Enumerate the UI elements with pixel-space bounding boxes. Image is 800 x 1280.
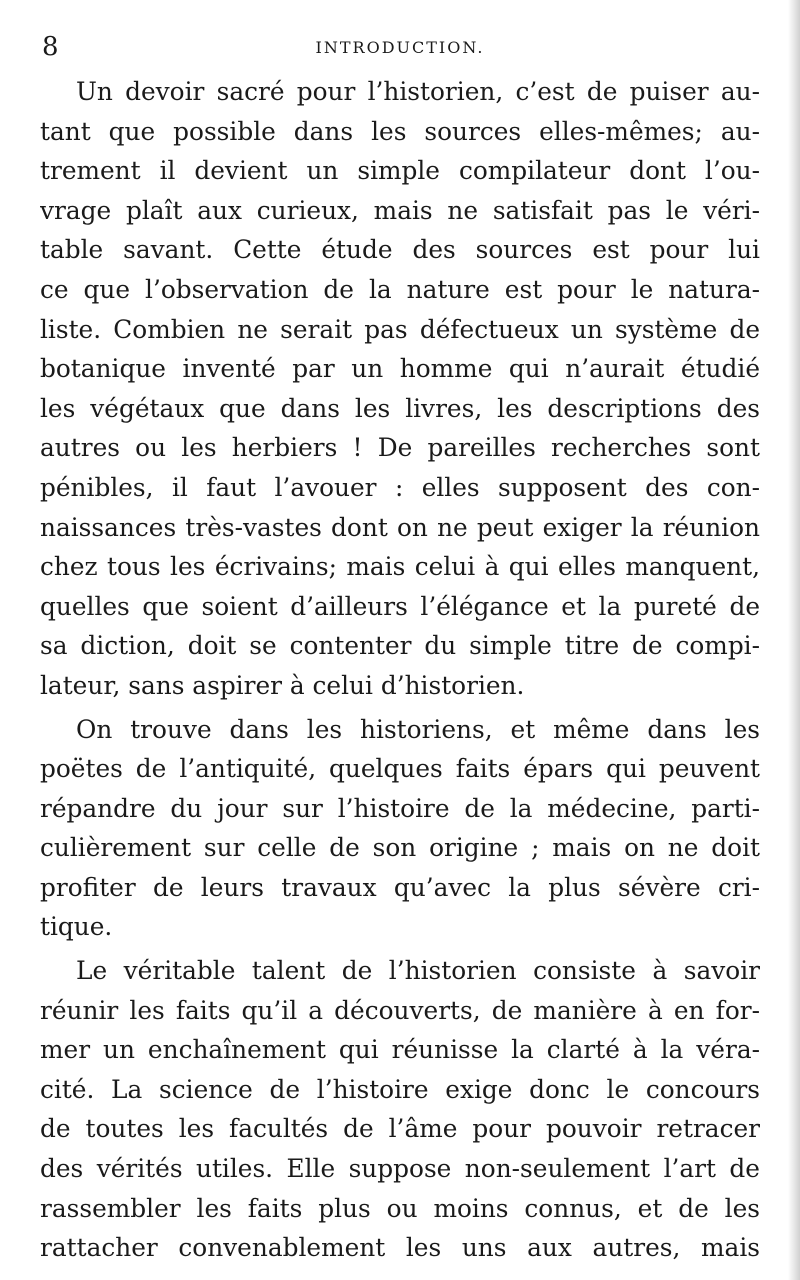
text-line: culièrement sur celle de son origine ; mais on ne doit	[40, 833, 760, 863]
text-line: botanique inventé par un homme qui n’aurait étudié	[40, 354, 760, 384]
text-line: pénibles, il faut l’avouer : elles supposent des con-	[40, 472, 760, 502]
text-line: Le véritable talent de l’historien consiste à savoir	[76, 956, 760, 986]
paragraph-3	[40, 951, 760, 1268]
text-line: naissances très-vastes dont on ne peut exiger la réunion	[40, 512, 760, 542]
text-line: table savant. Cette étude des sources est pour lui	[40, 235, 760, 265]
text-line: trement il devient un simple compilateur dont l’ou-	[40, 156, 760, 186]
text-line: poëtes de l’antiquité, quelques faits épars qui peuvent	[40, 754, 760, 784]
text-line: réunir les faits qu’il a découverts, de manière à en for-	[40, 995, 760, 1025]
page-edge-shadow	[788, 0, 800, 1280]
text-line: des vérités utiles. Elle suppose non-seulement l’art de	[40, 1154, 760, 1184]
body-text	[40, 72, 760, 1268]
page-header	[40, 32, 760, 62]
text-line: sa diction, doit se contenter du simple titre de compi-	[40, 631, 760, 661]
text-line: mer un enchaînement qui réunisse la clarté à la véra-	[40, 1035, 760, 1065]
text-line: ce que l’observation de la nature est pour le natura-	[40, 274, 760, 304]
text-line: chez tous les écrivains; mais celui à qui elles manquent,	[40, 552, 760, 582]
text-line: profiter de leurs travaux qu’avec la plus sévère cri-	[40, 872, 760, 902]
paragraph-1	[40, 72, 760, 706]
text-line: cité. La science de l’histoire exige donc le concours	[40, 1074, 760, 1104]
text-line: de toutes les facultés de l’âme pour pouvoir retracer	[40, 1114, 760, 1144]
text-line: Un devoir sacré pour l’historien, c’est de puiser au-	[76, 77, 760, 106]
running-head: INTRODUCTION.	[315, 38, 485, 57]
page-number: 8	[42, 32, 59, 62]
text-line: rattacher convenablement les uns aux autres, mais	[40, 1233, 760, 1263]
text-line: répandre du jour sur l’histoire de la médecine, parti-	[40, 793, 760, 823]
text-line: autres ou les herbiers ! De pareilles recherches sont	[40, 433, 760, 463]
text-line: liste. Combien ne serait pas défectueux un système de	[40, 314, 760, 344]
text-line: lateur, sans aspirer à celui d’historien.	[40, 670, 525, 700]
text-line: vrage plaît aux curieux, mais ne satisfait pas le véri-	[40, 195, 760, 225]
paragraph-2	[40, 710, 760, 948]
text-line: On trouve dans les historiens, et même dans les	[76, 714, 760, 744]
text-line: les végétaux que dans les livres, les descriptions des	[40, 393, 760, 423]
text-line: rassembler les faits plus ou moins connus, et de les	[40, 1193, 760, 1223]
text-line: tique.	[40, 912, 113, 942]
text-line: tant que possible dans les sources elles-mêmes; au-	[40, 116, 760, 146]
text-line: quelles que soient d’ailleurs l’élégance et la pureté de	[40, 591, 760, 621]
